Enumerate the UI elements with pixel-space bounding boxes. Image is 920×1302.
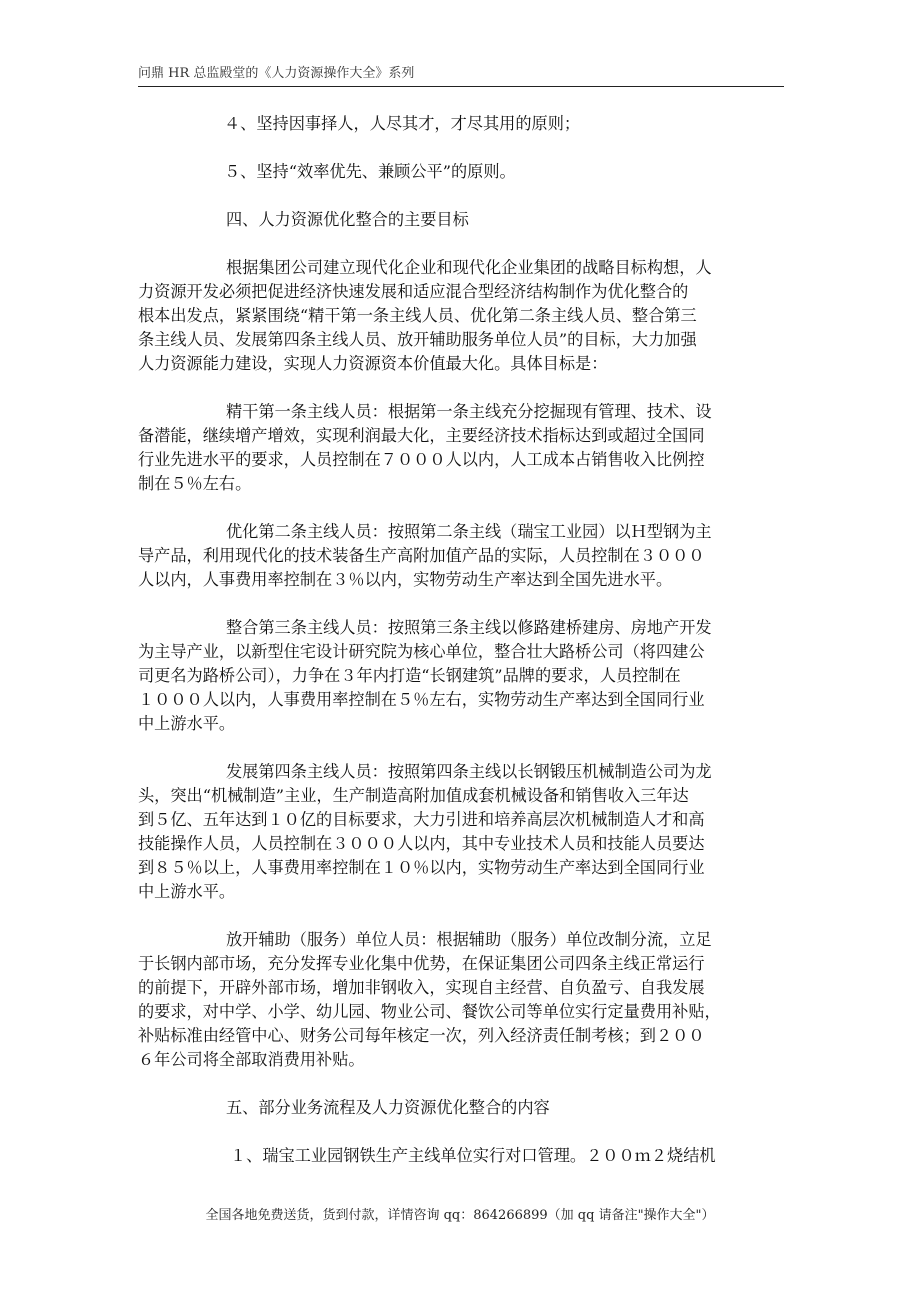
paragraph-line: 整合第三条主线人员：按照第三条主线以修路建桥建房、房地产开发 — [226, 618, 712, 637]
main-line-4-paragraph — [138, 760, 784, 904]
header-text: 问鼎 HR 总监殿堂的《人力资源操作大全》系列 — [138, 66, 415, 81]
paragraph-line: 的前提下，开辟外部市场，增加非钢收入，实现自主经营、自负盈亏、自我发展 — [138, 978, 705, 997]
paragraph-line: 放开辅助（服务）单位人员：根据辅助（服务）单位改制分流，立足 — [226, 930, 712, 949]
paragraph-line: 导产品，利用现代化的技术装备生产高附加值产品的实际，人员控制在３０００ — [138, 546, 705, 565]
paragraph-line: 为主导产业，以新型住宅设计研究院为核心单位，整合壮大路桥公司（将四建公 — [138, 642, 705, 661]
paragraph-line: 到５亿、五年达到１０亿的目标要求，大力引进和培养高层次机械制造人才和高 — [138, 810, 705, 829]
main-line-2-paragraph — [138, 520, 784, 592]
paragraph-line: 力资源开发必须把促进经济快速发展和适应混合型经济结构制作为优化整合的 — [138, 282, 689, 301]
paragraph-line: 行业先进水平的要求，人员控制在７０００人以内，人工成本占销售收入比例控 — [138, 450, 705, 469]
principle-item-4: ４、坚持因事择人，人尽其才，才尽其用的原则； — [224, 114, 581, 133]
paragraph-line: 精干第一条主线人员：根据第一条主线充分挖掘现有管理、技术、设 — [226, 402, 712, 421]
paragraph-line: 人以内，人事费用率控制在３％以内，实物劳动生产率达到全国先进水平。 — [138, 570, 673, 589]
paragraph-line: 根本出发点，紧紧围绕“精干第一条主线人员、优化第二条主线人员、整合第三 — [138, 306, 697, 325]
paragraph-line: 制在５％左右。 — [138, 474, 252, 493]
main-line-3-paragraph — [138, 616, 784, 736]
paragraph-line: 头，突出“机械制造”主业，生产制造高附加值成套机械设备和销售收入三年达 — [138, 786, 689, 805]
paragraph-line: 于长钢内部市场，充分发挥专业化集中优势，在保证集团公司四条主线正常运行 — [138, 954, 705, 973]
paragraph-line: 条主线人员、发展第四条主线人员、放开辅助服务单位人员”的目标，大力加强 — [138, 330, 697, 349]
paragraph-line: 的要求，对中学、小学、幼儿园、物业公司、餐饮公司等单位实行定量费用补贴， — [138, 1002, 721, 1021]
paragraph-line: 备潜能，继续增产增效，实现利润最大化，主要经济技术指标达到或超过全国同 — [138, 426, 705, 445]
paragraph-line: 中上游水平。 — [138, 882, 236, 901]
document-body — [138, 112, 784, 1168]
paragraph-line: 根据集团公司建立现代化企业和现代化企业集团的战略目标构想，人 — [226, 258, 712, 277]
principle-item-5: ５、坚持“效率优先、兼顾公平”的原则。 — [224, 162, 516, 181]
section-5-heading: 五、部分业务流程及人力资源优化整合的内容 — [226, 1098, 550, 1117]
intro-paragraph — [138, 256, 784, 376]
page-footer: 全国各地免费送货，货到付款，详情咨询 qq：864266899（加 qq 请备注"操作大全"） — [205, 1208, 715, 1223]
paragraph-line: 人力资源能力建设，实现人力资源资本价值最大化。具体目标是： — [138, 354, 608, 373]
paragraph-line: １０００人以内，人事费用率控制在５％左右，实物劳动生产率达到全国同行业 — [138, 690, 705, 709]
paragraph-line: 发展第四条主线人员：按照第四条主线以长钢锻压机械制造公司为龙 — [226, 762, 712, 781]
paragraph-line: ６年公司将全部取消费用补贴。 — [138, 1050, 365, 1069]
paragraph-line: 中上游水平。 — [138, 714, 236, 733]
paragraph-line: 技能操作人员，人员控制在３０００人以内，其中专业技术人员和技能人员要达 — [138, 834, 705, 853]
paragraph-line: 到８５％以上，人事费用率控制在１０％以内，实物劳动生产率达到全国同行业 — [138, 858, 705, 877]
main-line-1-paragraph — [138, 400, 784, 496]
section-4-heading: 四、人力资源优化整合的主要目标 — [226, 210, 469, 229]
paragraph-line: 司更名为路桥公司），力争在３年内打造“长钢建筑”品牌的要求，人员控制在 — [138, 666, 681, 685]
page-header — [138, 64, 784, 87]
paragraph-line: 优化第二条主线人员：按照第二条主线（瑞宝工业园）以Ｈ型钢为主 — [226, 522, 712, 541]
paragraph-line: 补贴标准由经管中心、财务公司每年核定一次，列入经济责任制考核；到２００ — [138, 1026, 705, 1045]
auxiliary-units-paragraph — [138, 928, 784, 1072]
section-5-item-1: １、瑞宝工业园钢铁生产主线单位实行对口管理。２００ｍ２烧结机 — [230, 1146, 716, 1165]
